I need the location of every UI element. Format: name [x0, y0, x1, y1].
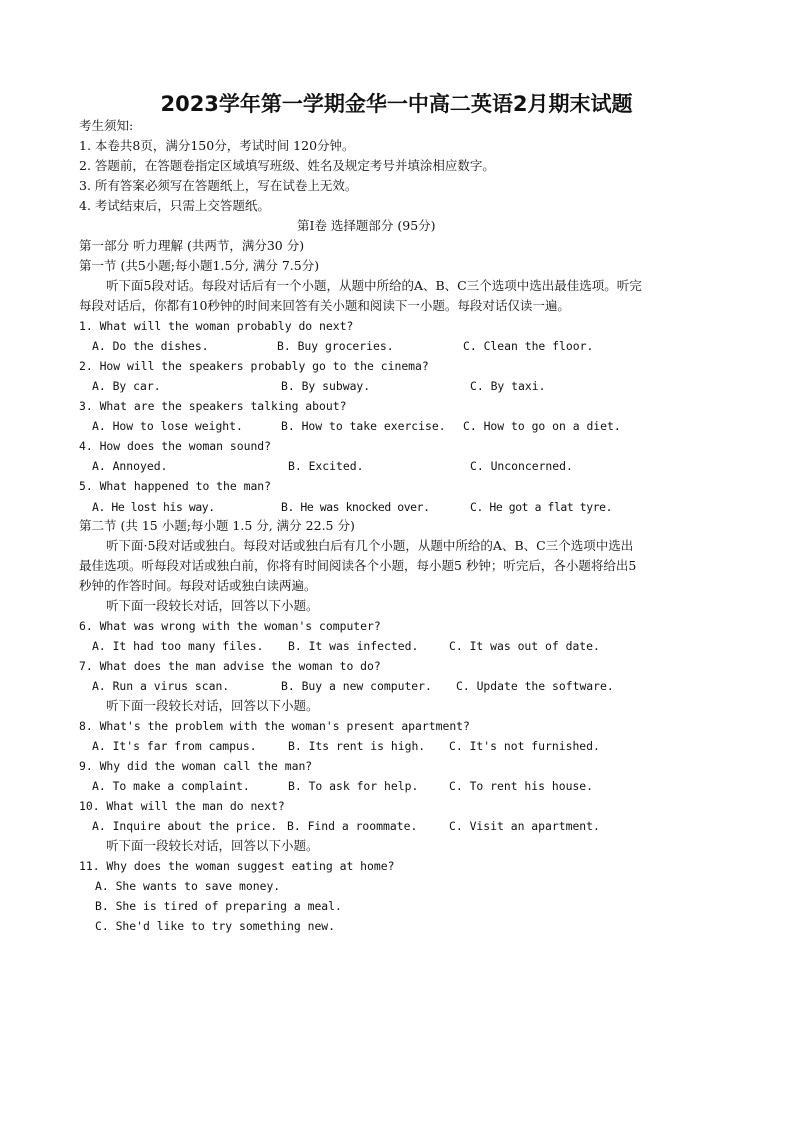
- question-text: 10. What will the man do next?: [79, 799, 285, 813]
- option-a: A. She wants to save money.: [95, 879, 281, 893]
- instruction-text: 听下面5段对话。每段对话后有一个小题，从题中所给的A、B、C三个选项中选出最佳选项。听完: [106, 278, 642, 293]
- option-b: B. How to take exercise.: [281, 419, 446, 433]
- instruction-text: 秒钟的作答时间。每段对话或独白读两遍。: [79, 578, 317, 593]
- option-c: C. To rent his house.: [449, 779, 594, 793]
- option-b: B. He was knocked over.: [281, 500, 430, 514]
- option-a: A. Annoyed.: [92, 459, 168, 473]
- instruction-text: 听下面·5段对话或独白。每段对话或独白后有几个小题，从题中所给的A、B、C三个选项中选出: [106, 538, 634, 553]
- question-text: 2. How will the speakers probably go to the cinema?: [79, 359, 429, 373]
- option-a: A. How to lose weight.: [92, 419, 243, 433]
- option-a: A. It had too many files.: [92, 639, 264, 653]
- notice-header: 考生须知:: [79, 118, 134, 133]
- option-c: C. Update the software.: [456, 679, 614, 693]
- option-a: A. To make a complaint.: [92, 779, 250, 793]
- notice-item: 3. 所有答案必须写在答题纸上，写在试卷上无效。: [79, 178, 358, 193]
- option-b: B. It was infected.: [288, 639, 419, 653]
- option-b: B. She is tired of preparing a meal.: [95, 899, 342, 913]
- listen-instruction: 听下面一段较长对话，回答以下小题。: [106, 838, 319, 853]
- question-text: 1. What will the woman probably do next?: [79, 319, 354, 333]
- notice-item: 1. 本卷共8页，满分150分，考试时间 120分钟。: [79, 138, 355, 153]
- question-text: 9. Why did the woman call the man?: [79, 759, 313, 773]
- option-b: B. Find a roommate.: [287, 819, 418, 833]
- notice-item: 2. 答题前，在答题卷指定区域填写班级、姓名及规定考号并填涂相应数字。: [79, 158, 495, 173]
- section-heading: 第二节 (共 15 小题;每小题 1.5 分, 满分 22.5 分): [79, 518, 355, 533]
- question-text: 11. Why does the woman suggest eating at home?: [79, 859, 395, 873]
- option-b: B. Its rent is high.: [288, 739, 426, 753]
- option-c: C. She'd like to try something new.: [95, 919, 336, 933]
- option-c: C. He got a flat tyre.: [470, 500, 613, 514]
- option-a: A. Run a virus scan.: [92, 679, 230, 693]
- instruction-text: 每段对话后，你都有10秒钟的时间来回答有关小题和阅读下一小题。每段对话仅读一遍。: [79, 298, 570, 313]
- question-text: 3. What are the speakers talking about?: [79, 399, 347, 413]
- option-c: C. Clean the floor.: [463, 339, 594, 353]
- option-b: B. Excited.: [288, 459, 364, 473]
- volume-heading: 第Ⅰ卷 选择题部分 (95分): [297, 218, 436, 233]
- question-text: 7. What does the man advise the woman to do?: [79, 659, 381, 673]
- option-b: B. To ask for help.: [288, 779, 419, 793]
- option-b: B. Buy a new computer.: [281, 679, 432, 693]
- section-heading: 第一节 (共5小题;每小题1.5分, 满分 7.5分): [79, 258, 320, 273]
- listen-instruction: 听下面一段较长对话，回答以下小题。: [106, 698, 319, 713]
- option-c: C. How to go on a diet.: [463, 419, 621, 433]
- question-text: 6. What was wrong with the woman's computer?: [79, 619, 381, 633]
- option-a: A. It's far from campus.: [92, 739, 257, 753]
- notice-item: 4. 考试结束后，只需上交答题纸。: [79, 198, 270, 213]
- option-a: A. He lost his way.: [92, 500, 215, 514]
- option-a: A. Inquire about the price.: [92, 819, 278, 833]
- option-b: B. Buy groceries.: [277, 339, 394, 353]
- listen-instruction: 听下面一段较长对话，回答以下小题。: [106, 598, 319, 613]
- option-a: A. By car.: [92, 379, 161, 393]
- option-c: C. Unconcerned.: [470, 459, 573, 473]
- instruction-text: 最佳选项。听每段对话或独白前，你将有时间阅读各个小题，每小题5 秒钟；听完后，各小题将给出5: [79, 558, 637, 573]
- option-b: B. By subway.: [281, 379, 371, 393]
- option-c: C. It's not furnished.: [449, 739, 600, 753]
- option-c: C. Visit an apartment.: [449, 819, 600, 833]
- question-text: 4. How does the woman sound?: [79, 439, 272, 453]
- question-text: 8. What's the problem with the woman's present apartment?: [79, 719, 470, 733]
- part-heading: 第一部分 听力理解 (共两节，满分30 分): [79, 238, 305, 253]
- question-text: 5. What happened to the man?: [79, 479, 272, 493]
- option-a: A. Do the dishes.: [92, 339, 209, 353]
- option-c: C. By taxi.: [470, 379, 546, 393]
- page-title: 2023学年第一学期金华一中高二英语2月期末试题: [160, 92, 633, 116]
- option-c: C. It was out of date.: [449, 639, 600, 653]
